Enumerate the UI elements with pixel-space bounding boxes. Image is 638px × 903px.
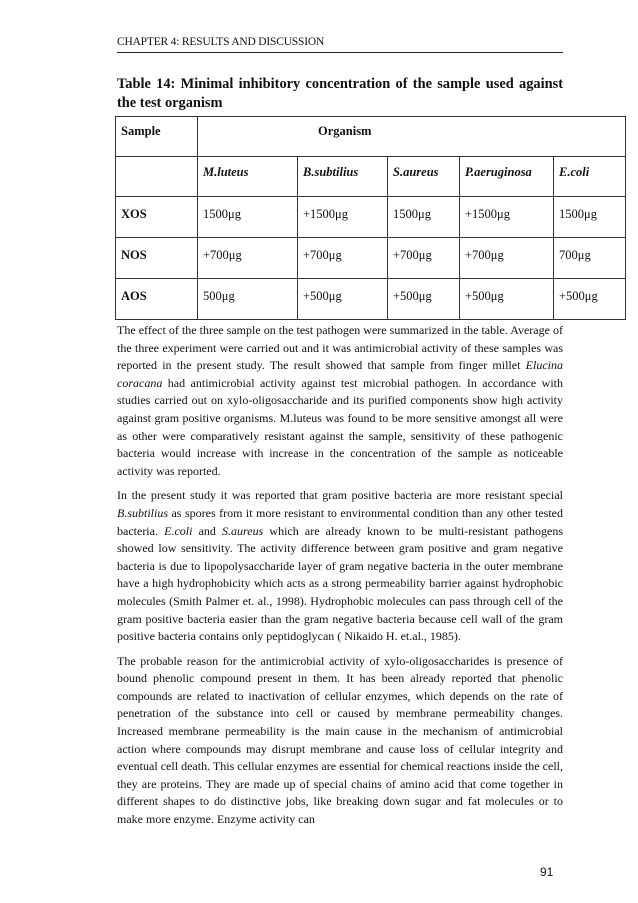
value-cell: +500μg — [554, 279, 626, 320]
text-run: which are already known to be multi-resistant pathogens showed low sensitivity. The activity difference between gram positive and gram negative bacteria is due to lipopolysaccharide layer of gram negative bacteria in the outer membrane have a high hydrophobicity which acts as a strong permeability barrier against hydrophobic molecules (Smith Palmer et. al., 1998). Hydrophobic molecules can pass through cell of the gram positive bacteria easier than the gram negative bacteria because cell wall of the gram positive bacteria contains only peptidoglycan ( Nikaido H. et.al., 1985). — [117, 523, 563, 644]
header-divider — [117, 52, 563, 53]
organism-header-cell: Organism — [198, 117, 626, 157]
chapter-header: CHAPTER 4: RESULTS AND DISCUSSION — [117, 36, 325, 48]
organism-cell: E.coli — [554, 157, 626, 197]
page-number: 91 — [540, 865, 554, 879]
table-row — [116, 238, 626, 279]
paragraph-3: The probable reason for the antimicrobial activity of xylo-oligosaccharides is presence of bound phenolic compound present in them. It has been already reported that phenolic compounds are related to inactivation of cellular enzymes, which depends on the rate of penetration of the substance into cell or caused by membrane permeability changes. Increased membrane permeability is the main cause in the mechanism of antimicrobial action where compounds may disrupt membrane and cause loss of cellular integrity and eventual cell death. This cellular enzymes are essential for chemical reactions inside the cell, they are proteins. They are made up of special chains of amino acid that come together in different shapes to do distinctive jobs, like breaking down sugar and fat molecules or to make more enzyme. Enzyme activity can — [117, 653, 563, 827]
value-cell: +700μg — [388, 238, 460, 279]
sample-cell: XOS — [116, 197, 198, 238]
sample-cell: NOS — [116, 238, 198, 279]
species-name: E.coli — [164, 523, 193, 538]
value-cell: +500μg — [460, 279, 554, 320]
organism-cell: S.aureus — [388, 157, 460, 197]
organism-cell: M.luteus — [198, 157, 298, 197]
value-cell: 500μg — [198, 279, 298, 320]
species-name: B.subtilius — [117, 505, 169, 520]
table-row — [116, 279, 626, 320]
organism-row — [116, 157, 626, 197]
value-cell: +700μg — [198, 238, 298, 279]
value-cell: +1500μg — [460, 197, 554, 238]
table-caption: Table 14: Minimal inhibitory concentration of the sample used against the test organism — [117, 76, 563, 111]
value-cell: +500μg — [388, 279, 460, 320]
paragraph-1 — [117, 322, 563, 480]
text-run: had antimicrobial activity against test microbial pathogen. In accordance with studies carried out on xylo-oligosaccharide and its purified components show high activity against gram positive organisms. M.luteus was found to be more sensitive amongst all were as other were comparatively resistant against the sample, sensitivity of these pathogenic bacteria would increase with increase in the concentration of the sample as noticeable activity was reported. — [117, 375, 563, 478]
body-text — [117, 322, 563, 836]
species-name: S.aureus — [222, 523, 264, 538]
species-name: Elucina coracana — [117, 358, 563, 390]
text-run: as spores from it more resistant to environmental condition than any other tested bacteria. — [117, 505, 563, 538]
table-row — [116, 197, 626, 238]
value-cell: 700μg — [554, 238, 626, 279]
text-run: and — [192, 523, 223, 538]
paragraph-2 — [117, 487, 563, 645]
text-run: The effect of the three sample on the test pathogen were summarized in the table. Average of the three experiment were carried out and it was antimicrobial activity of these samples was reported in the present study. The result showed that sample from finger millet — [117, 323, 563, 373]
empty-cell — [116, 157, 198, 197]
value-cell: 1500μg — [554, 197, 626, 238]
value-cell: +1500μg — [298, 197, 388, 238]
value-cell: +700μg — [460, 238, 554, 279]
value-cell: +500μg — [298, 279, 388, 320]
sample-cell: AOS — [116, 279, 198, 320]
sample-header-cell: Sample — [116, 117, 198, 157]
value-cell: 1500μg — [198, 197, 298, 238]
organism-cell: P.aeruginosa — [460, 157, 554, 197]
value-cell: +700μg — [298, 238, 388, 279]
mic-table — [115, 116, 626, 320]
text-run: In the present study it was reported that gram positive bacteria are more resistant special — [117, 488, 563, 503]
table-header-row — [116, 117, 626, 157]
value-cell: 1500μg — [388, 197, 460, 238]
organism-cell: B.subtilius — [298, 157, 388, 197]
